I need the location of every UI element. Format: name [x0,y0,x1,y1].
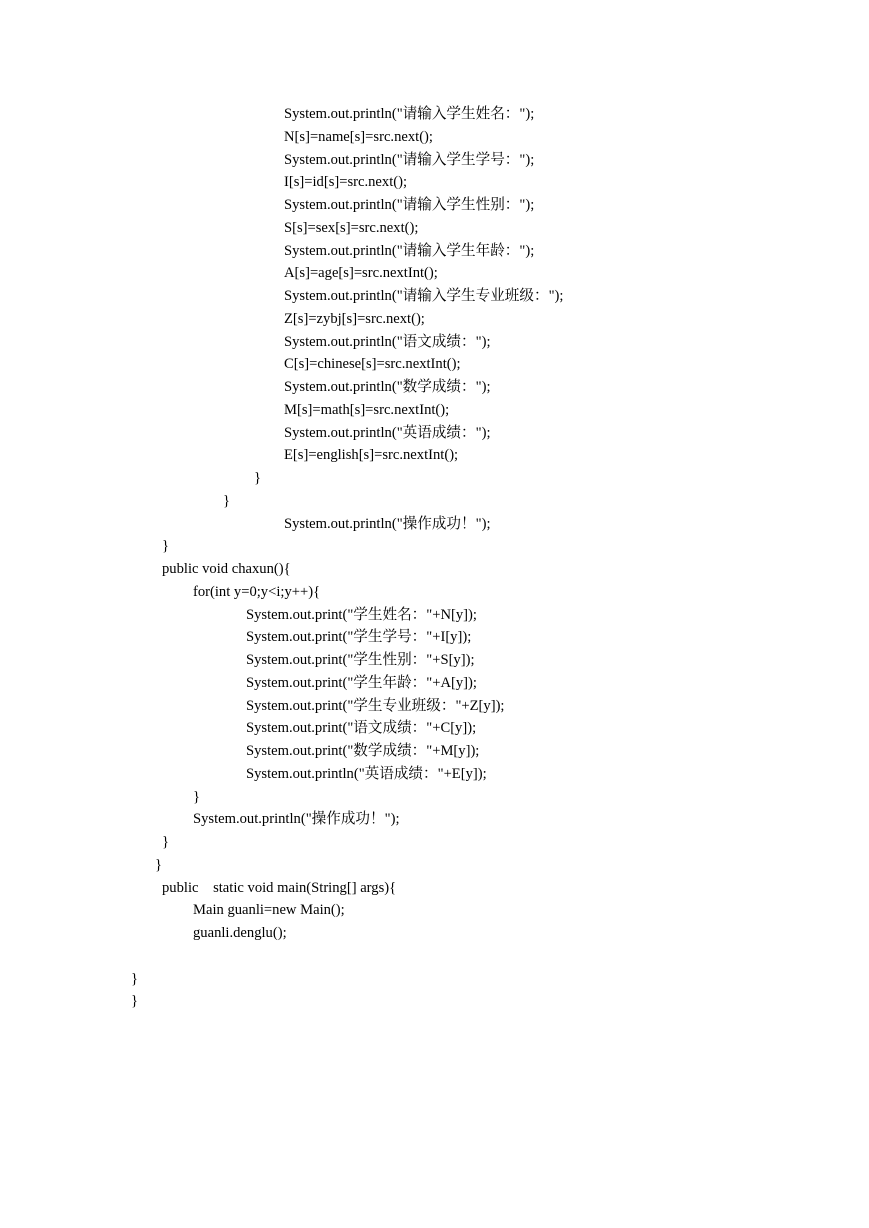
code-line: C[s]=chinese[s]=src.nextInt(); [284,356,461,373]
code-line: System.out.println("操作成功！"); [284,515,491,532]
code-line: E[s]=english[s]=src.nextInt(); [284,447,459,464]
code-line: M[s]=math[s]=src.nextInt(); [284,401,450,418]
code-line: System.out.print("学生专业班级："+Z[y]); [246,697,505,714]
code-line: } [131,970,139,987]
code-document [0,103,869,1013]
code-line: System.out.print("学生姓名："+N[y]); [246,606,477,623]
code-line: System.out.println("请输入学生专业班级："); [284,288,564,304]
code-line: } [162,834,170,850]
code-line: Z[s]=zybj[s]=src.next(); [284,310,425,327]
code-line: System.out.println("请输入学生姓名："); [284,106,535,122]
code-line: System.out.println("英语成绩："+E[y]); [246,765,487,782]
code-line: public void chaxun(){ [162,561,291,577]
code-line: } [162,538,170,555]
code-line: System.out.println("请输入学生性别："); [284,197,535,213]
code-line: } [223,492,231,509]
code-line: System.out.print("数学成绩："+M[y]); [246,743,480,759]
code-line: } [193,788,201,805]
code-line: I[s]=id[s]=src.next(); [284,174,408,191]
code-line: System.out.print("学生学号："+I[y]); [246,629,472,646]
code-line: Main guanli=new Main(); [193,902,345,919]
code-line: A[s]=age[s]=src.nextInt(); [284,265,438,282]
code-line: S[s]=sex[s]=src.next(); [284,219,419,236]
code-line: System.out.println("操作成功！"); [193,811,400,828]
code-line: N[s]=name[s]=src.next(); [284,128,433,145]
code-line: System.out.print("学生性别："+S[y]); [246,652,475,668]
code-line: } [131,993,139,1010]
code-line: public static void main(String[] args){ [162,879,397,896]
code-line: System.out.println("请输入学生年龄："); [284,242,535,259]
code-line: } [254,470,262,486]
code-line: System.out.println("请输入学生学号："); [284,151,535,168]
code-line: } [155,856,163,873]
code-line: System.out.println("数学成绩："); [284,379,491,395]
code-line: System.out.println("语文成绩："); [284,333,491,350]
code-line: for(int y=0;y<i;y++){ [193,583,321,600]
code-line: System.out.println("英语成绩："); [284,424,491,441]
code-line: guanli.denglu(); [193,925,287,941]
code-line: System.out.print("语文成绩："+C[y]); [246,720,477,737]
code-line: System.out.print("学生年龄："+A[y]); [246,674,477,691]
code-line [0,945,869,968]
